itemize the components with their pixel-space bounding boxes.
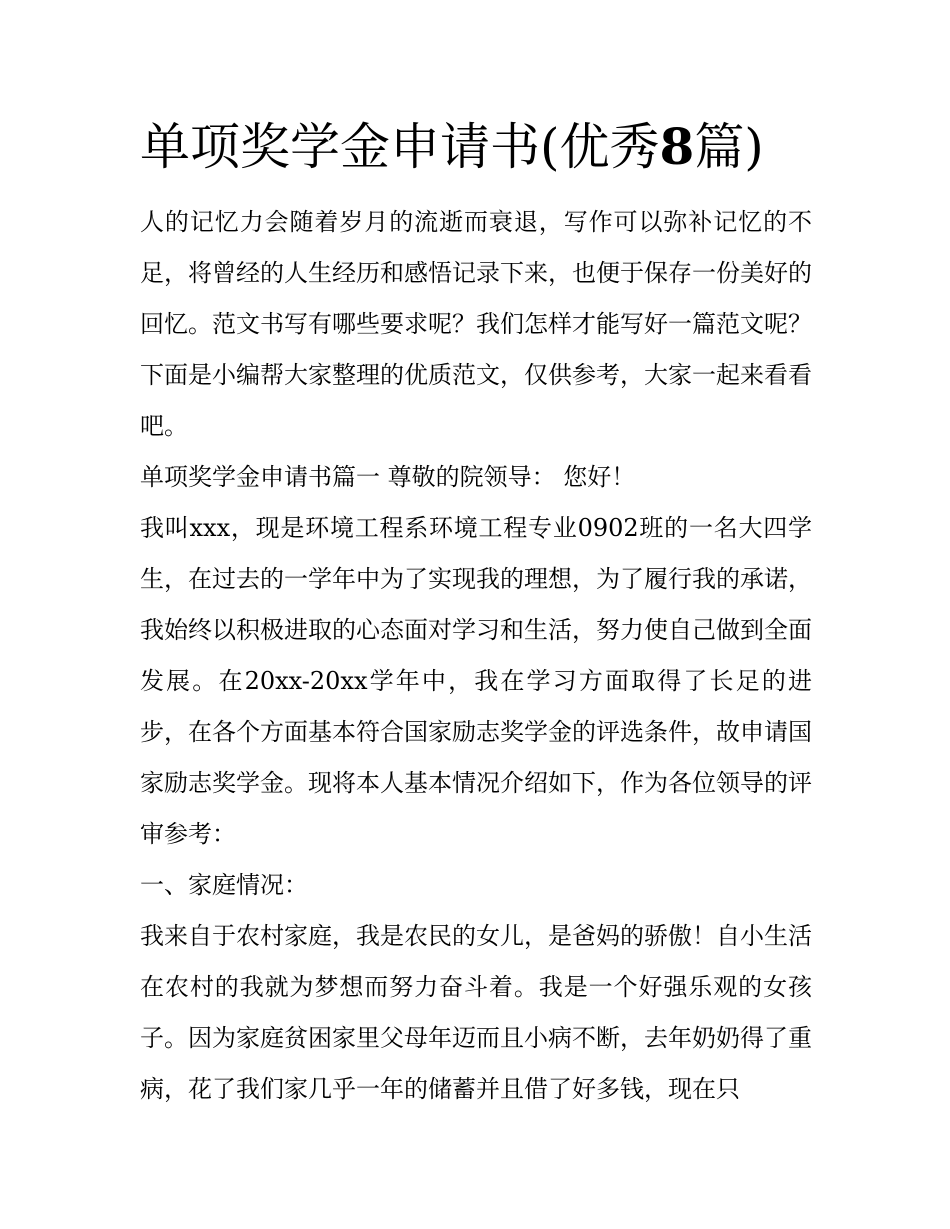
intro-paragraph: 人的记忆力会随着岁月的流逝而衰退，写作可以弥补记忆的不足，将曾经的人生经历和感悟记录下来，也便于保存一份美好的回忆。范文书写有哪些要求呢？我们怎样才能写好一篇范文呢？下面是小编帮大家整理的优质范文，仅供参考，大家一起来看看吧。	[140, 208, 812, 440]
family-situation-paragraph: 我来自于农村家庭，我是农民的女儿，是爸妈的骄傲！自小生活在农村的我就为梦想而努力奋斗着。我是一个好强乐观的女孩子。因为家庭贫困家里父母年迈而且小病不断，去年奶奶得了重病，花了我们家几乎一年的储蓄并且借了好多钱，现在只	[140, 922, 812, 1103]
family-situation-heading: 一、家庭情况：	[140, 871, 308, 899]
document-body	[140, 197, 812, 1115]
document-title	[140, 112, 830, 182]
title-number: 8	[659, 117, 695, 176]
title-prefix: 单项奖学金申请书(优秀	[140, 118, 660, 176]
self-introduction-paragraph: 我叫xxx，现是环境工程系环境工程专业0902班的一名大四学生，在过去的一学年中为了实现我的理想，为了履行我的承诺，我始终以积极进取的心态面对学习和生活，努力使自己做到全面发展。在20xx-20xx学年中，我在学习方面取得了长足的进步，在各个方面基本符合国家励志奖学金的评选条件，故申请国家励志奖学金。现将本人基本情况介绍如下，作为各位领导的评审参考：	[140, 514, 812, 848]
section-heading-paragraph: 单项奖学金申请书篇一 尊敬的院领导： 您好！	[140, 463, 636, 491]
title-suffix: 篇)	[694, 118, 764, 176]
